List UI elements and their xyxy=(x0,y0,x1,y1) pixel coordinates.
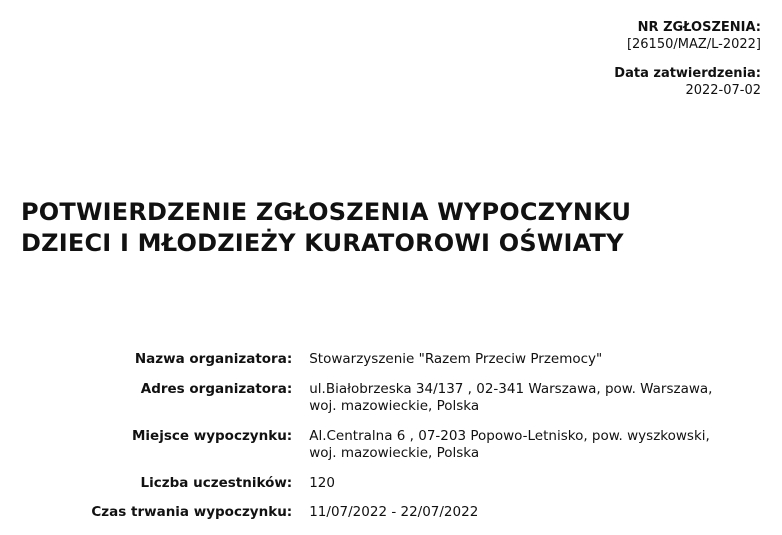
venue-label: Miejsce wypoczynku: xyxy=(132,427,293,444)
details-row-duration xyxy=(60,504,740,534)
document-title-line-1: POTWIERDZENIE ZGŁOSZENIA WYPOCZYNKU xyxy=(21,198,632,226)
details-row-venue xyxy=(60,428,740,475)
organizer-name-value: Stowarzyszenie "Razem Przeciw Przemocy" xyxy=(309,351,603,367)
participants-value: 120 xyxy=(309,474,335,491)
approval-date-label: Data zatwierdzenia: xyxy=(614,66,761,81)
organizer-name-label: Nazwa organizatora: xyxy=(134,351,293,367)
details-table xyxy=(60,351,740,534)
registration-number-value: [26150/MAZ/L-2022] xyxy=(626,37,761,52)
document-title xyxy=(21,197,761,259)
document-title-line-2: DZIECI I MŁODZIEŻY KURATOROWI OŚWIATY xyxy=(21,229,624,257)
organizer-address-label: Adres organizatora: xyxy=(140,380,293,397)
document-meta xyxy=(614,19,761,99)
registration-number-block xyxy=(614,19,761,53)
details-row-organizer-name xyxy=(60,351,740,381)
details-row-participants xyxy=(60,475,740,505)
venue-value: Al.Centralna 6 , 07-203 Popowo-Letnisko, pow. wyszkowski, woj. mazowieckie, Polska xyxy=(309,427,710,461)
participants-label: Liczba uczestników: xyxy=(140,474,293,491)
registration-number-label: NR ZGŁOSZENIA: xyxy=(637,20,761,35)
organizer-address-value: ul.Białobrzeska 34/137 , 02-341 Warszawa, pow. Warszawa, woj. mazowieckie, Polska xyxy=(309,380,713,414)
details-row-organizer-address xyxy=(60,381,740,428)
duration-value: 11/07/2022 - 22/07/2022 xyxy=(309,504,479,520)
approval-date-value: 2022-07-02 xyxy=(685,83,761,98)
duration-label: Czas trwania wypoczynku: xyxy=(91,504,293,520)
approval-date-block xyxy=(614,65,761,99)
